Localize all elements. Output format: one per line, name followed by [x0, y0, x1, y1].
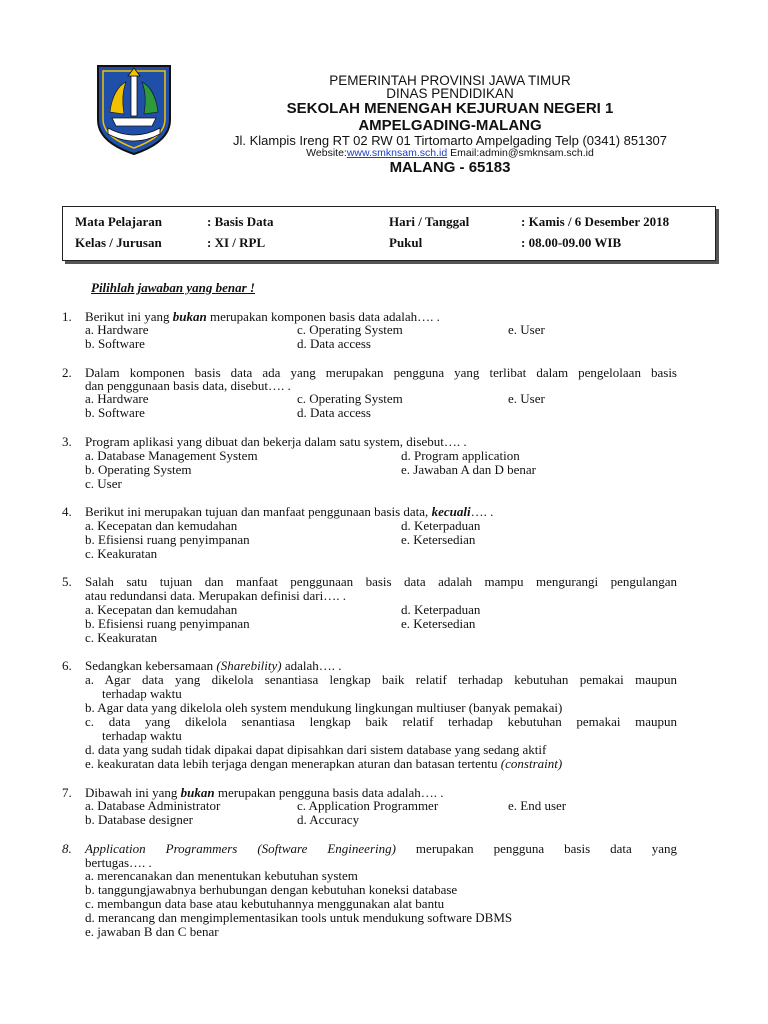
question-8-text-line2: bertugas…. .: [85, 855, 152, 870]
question-4-option-e: e. Ketersedian: [401, 532, 476, 547]
question-3-option-d: d. Program application: [401, 448, 520, 463]
question-4-option-c: c. Keakuratan: [85, 546, 158, 561]
letterhead-contact: [180, 148, 720, 159]
question-8-text-line1: Application Programmers (Software Engineering) merupakan pengguna basis data yang: [85, 841, 678, 856]
question-1-option-b: b. Software: [85, 336, 145, 351]
website-link[interactable]: www.smknsam.sch.id: [346, 147, 448, 159]
question-3-option-c: c. User: [85, 476, 122, 491]
east-java-emblem-logo: [92, 62, 176, 156]
question-2-option-a: a. Hardware: [85, 391, 149, 406]
question-3-text: Program aplikasi yang dibuat dan bekerja dalam satu system, disebut…. .: [85, 434, 467, 449]
question-7-option-c: c. Application Programmer: [297, 798, 439, 813]
question-8-option-c: c. membangun data base atau kebutuhannya menggunakan alat bantu: [85, 896, 445, 911]
question-8-option-d: d. merancang dan mengimplementasikan tools untuk mendukung software DBMS: [85, 910, 513, 925]
question-5-text-line2: atau redundansi data. Merupakan definisi dari…. .: [85, 588, 346, 603]
question-5-text-line1: Salah satu tujuan dan manfaat penggunaan basis data adalah mampu mengurangi pengulangan: [85, 574, 677, 589]
question-3-option-e: e. Jawaban A dan D benar: [401, 462, 537, 477]
question-2-option-e: e. User: [508, 391, 545, 406]
letterhead-department: DINAS PENDIDIKAN: [386, 86, 514, 101]
question-2-option-b: b. Software: [85, 405, 145, 420]
time-label: Pukul: [389, 235, 423, 250]
question-6-option-d: d. data yang sudah tidak dipakai dapat dipisahkan dari sistem database yang sedang aktif: [85, 742, 547, 757]
question-1-text: Berikut ini yang bukan merupakan komponen basis data adalah…. .: [85, 309, 440, 324]
question-7-option-e: e. End user: [508, 798, 567, 813]
question-4-option-d: d. Keterpaduan: [401, 518, 481, 533]
question-1-option-a: a. Hardware: [85, 322, 149, 337]
question-6-option-a-line1: a. Agar data yang dikelola senantiasa lengkap baik relatif terhadap kebutuhan pemakai maupun: [85, 672, 677, 687]
question-8-option-e: e. jawaban B dan C benar: [85, 924, 219, 939]
question-5-number: 5.: [62, 574, 72, 589]
question-6-option-b: b. Agar data yang dikelola oleh system mendukung lingkungan multiuser (banyak pemakai): [85, 700, 563, 715]
question-4-option-a: a. Kecepatan dan kemudahan: [85, 518, 238, 533]
question-7-option-a: a. Database Administrator: [85, 798, 221, 813]
question-5-option-e: e. Ketersedian: [401, 616, 476, 631]
question-6-option-e: e. keakuratan data lebih terjaga dengan menerapkan aturan dan batasan tertentu (constraint): [85, 756, 563, 771]
question-7-number: 7.: [62, 785, 72, 800]
question-3-option-a: a. Database Management System: [85, 448, 258, 463]
question-6-option-a-line2: terhadap waktu: [102, 686, 182, 701]
email-text: Email:admin@smknsam.sch.id: [447, 147, 594, 159]
class-label: Kelas / Jurusan: [75, 235, 162, 250]
time-value: : 08.00-09.00 WIB: [521, 235, 622, 250]
question-8-option-b: b. tanggungjawabnya berhubungan dengan kebutuhan koneksi database: [85, 882, 458, 897]
exam-info-box: [62, 206, 716, 261]
question-4-number: 4.: [62, 504, 72, 519]
question-8-option-a: a. merencanakan dan menentukan kebutuhan system: [85, 868, 358, 883]
question-5-option-d: d. Keterpaduan: [401, 602, 481, 617]
question-5-option-a: a. Kecepatan dan kemudahan: [85, 602, 238, 617]
question-5-option-b: b. Efisiensi ruang penyimpanan: [85, 616, 250, 631]
day-label: Hari / Tanggal: [389, 214, 470, 229]
subject-value: : Basis Data: [207, 214, 274, 229]
question-1-option-e: e. User: [508, 322, 545, 337]
question-2-number: 2.: [62, 365, 72, 380]
question-6-text: Sedangkan kebersamaan (Sharebility) adalah…. .: [85, 658, 342, 673]
letterhead-school-name: SEKOLAH MENENGAH KEJURUAN NEGERI 1: [286, 100, 614, 117]
letterhead-city: MALANG - 65183: [389, 159, 511, 176]
question-2-text-line1: Dalam komponen basis data ada yang merupakan pengguna yang terlibat dalam pengelolaan basis: [85, 365, 677, 380]
question-1-number: 1.: [62, 309, 72, 324]
question-7-option-d: d. Accuracy: [297, 812, 360, 827]
question-6-option-c-line1: c. data yang dikelola senantiasa lengkap baik relatif terhadap kebutuhan pemakai maupun: [85, 714, 677, 729]
question-1-option-d: d. Data access: [297, 336, 371, 351]
question-2-option-c: c. Operating System: [297, 391, 403, 406]
question-2-option-d: d. Data access: [297, 405, 371, 420]
question-4-option-b: b. Efisiensi ruang penyimpanan: [85, 532, 250, 547]
question-5-option-c: c. Keakuratan: [85, 630, 158, 645]
question-1-option-c: c. Operating System: [297, 322, 403, 337]
question-7-option-b: b. Database designer: [85, 812, 193, 827]
question-6-number: 6.: [62, 658, 72, 673]
letterhead-school-location: AMPELGADING-MALANG: [358, 117, 542, 134]
class-value: : XI / RPL: [207, 235, 266, 250]
question-3-option-b: b. Operating System: [85, 462, 192, 477]
website-label: Website:: [306, 147, 347, 159]
question-4-text: Berikut ini merupakan tujuan dan manfaat penggunaan basis data, kecuali…. .: [85, 504, 494, 519]
letterhead-government: PEMERINTAH PROVINSI JAWA TIMUR: [329, 73, 571, 88]
instruction: Pilihlah jawaban yang benar !: [91, 280, 255, 295]
question-8-number: 8.: [62, 841, 72, 856]
day-value: : Kamis / 6 Desember 2018: [521, 214, 670, 229]
question-3-number: 3.: [62, 434, 72, 449]
subject-label: Mata Pelajaran: [75, 214, 163, 229]
question-7-text: Dibawah ini yang bukan merupakan pengguna basis data adalah…. .: [85, 785, 444, 800]
letterhead-address: Jl. Klampis Ireng RT 02 RW 01 Tirtomarto Ampelgading Telp (0341) 851307: [232, 133, 668, 148]
question-6-option-c-line2: terhadap waktu: [102, 728, 182, 743]
question-2-text-line2: dan penggunaan basis data, disebut…. .: [85, 378, 291, 393]
